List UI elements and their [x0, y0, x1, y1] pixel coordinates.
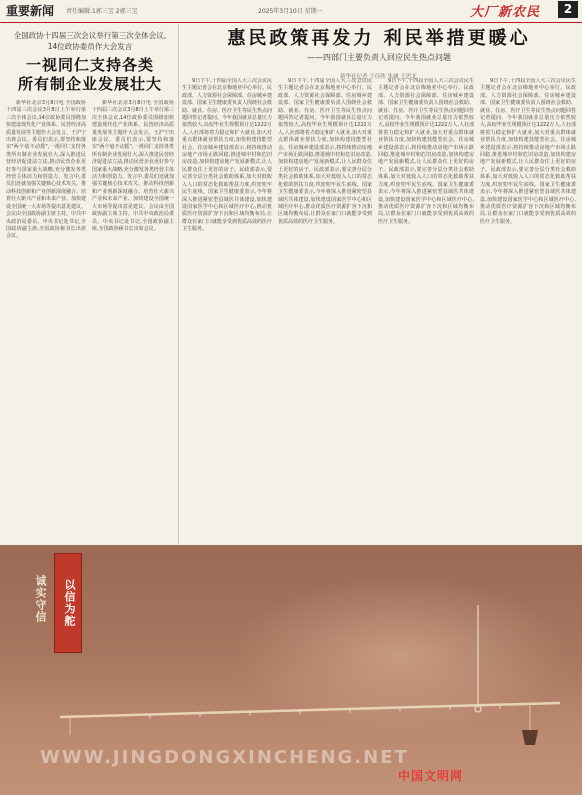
left-article-title-line-1: 一视同仁支持各类 — [25, 56, 154, 74]
right-article-byline: 新华社记者 于佳欣 朱涵 王思北 — [340, 74, 417, 80]
column-divider — [178, 24, 179, 544]
right-article-column-4 — [480, 78, 576, 540]
footer-source-logo: 中国文明网 — [398, 769, 464, 783]
left-article-headline — [6, 30, 174, 94]
right-article-subtitle: ——四部门主要负责人回应民生热点问题 — [307, 53, 451, 62]
right-article-body-cont-1: 9日下午,十四届全国人大三次会议民生主题记者会在北京梅地亚中心举行。民政部、人力资源社会保障部、住房城乡建设部、国家卫生健康委负责人围绕社会救助、就业、住房、医疗卫生等民生热点问题回答记者提问。今年我国就业总量压力依然较大,高校毕业生规模预计达1222万人,人社部将着力稳定和扩大就业,加大对重点群体就业帮扶力度,加快构建技能型社会。住房城乡建设部表示,将持续推动房地产市场止跌回稳,推进城中村和危旧房改造,加快构建房地产发展新模式,让人民群众住上更好的房子。民政部表示,要完善分层分类社会救助体系,加大对低收入人口的常态化救助帮扶力度,织密兜牢民生底线。国家卫生健康委表示,今年将深入推进紧密型县域医共体建设,加快建设国家医学中心和区域医疗中心,推动优质医疗资源扩容下沉和区域均衡布局,让群众在家门口就能享受到优质高效的医疗卫生服务。 — [278, 78, 372, 225]
editor-credits: 责任编辑:1郭三宝 2郭三宝 — [66, 8, 138, 15]
right-article-body-cont-2: 9日下午,十四届全国人大三次会议民生主题记者会在北京梅地亚中心举行。民政部、人力资源社会保障部、住房城乡建设部、国家卫生健康委负责人围绕社会救助、就业、住房、医疗卫生等民生热点问题回答记者提问。今年我国就业总量压力依然较大,高校毕业生规模预计达1222万人,人社部将着力稳定和扩大就业,加大对重点群体就业帮扶力度,加快构建技能型社会。住房城乡建设部表示,将持续推动房地产市场止跌回稳,推进城中村和危旧房改造,加快构建房地产发展新模式,让人民群众住上更好的房子。民政部表示,要完善分层分类社会救助体系,加大对低收入人口的常态化救助帮扶力度,织密兜牢民生底线。国家卫生健康委表示,今年将深入推进紧密型县域医共体建设,加快建设国家医学中心和区域医疗中心,推动优质医疗资源扩容下沉和区域均衡布局,让群众在家门口就能享受到优质高效的医疗卫生服务。 — [378, 78, 474, 225]
right-article-column-1 — [182, 78, 272, 540]
left-article-title-line-2: 所有制企业发展壮大 — [17, 75, 162, 93]
right-article-body-cont-3: 9日下午,十四届全国人大三次会议民生主题记者会在北京梅地亚中心举行。民政部、人力资源社会保障部、住房城乡建设部、国家卫生健康委负责人围绕社会救助、就业、住房、医疗卫生等民生热点问题回答记者提问。今年我国就业总量压力依然较大,高校毕业生规模预计达1222万人,人社部将着力稳定和扩大就业,加大对重点群体就业帮扶力度,加快构建技能型社会。住房城乡建设部表示,将持续推动房地产市场止跌回稳,推进城中村和危旧房改造,加快构建房地产发展新模式,让人民群众住上更好的房子。民政部表示,要完善分层分类社会救助体系,加大对低收入人口的常态化救助帮扶力度,织密兜牢民生底线。国家卫生健康委表示,今年将深入推进紧密型县域医共体建设,加快建设国家医学中心和区域医疗中心,推动优质医疗资源扩容下沉和区域均衡布局,让群众在家门口就能享受到优质高效的医疗卫生服务。 — [480, 78, 576, 225]
section-title: 重要新闻 — [6, 4, 55, 18]
left-article-column-1 — [6, 100, 86, 540]
left-article-body-cont: 新华社北京3月8日电 全国政协十四届三次会议3月8日上午举行第三次全体会议,14位政协委员围绕加快建设现代化产业体系、民营经济高质量发展等主题作大会发言。王沪宁出席会议。委员们表示,要坚持和落实"两个毫不动摇",一视同仁支持各类所有制企业发展壮大,深入推进民营经济促进法立法,推动民营企业更好参与国家重大战略,充分激发各类经营主体活力和创造力。发言中,委员们还就加强关键核心技术攻关、推动科技创新和产业创新深度融合、培育壮大新兴产业和未来产业、加快建设全国统一大市场等提出意见建议。会议由全国政协副主席主持。中共中央政治局委员、中央书记处书记,全国政协副主席,全国政协秘书长出席会议。 — [92, 100, 174, 232]
hook — [475, 706, 481, 712]
page-number: 2 — [558, 1, 578, 18]
site-watermark: WWW.JINGDONGXINCHENG.NET — [40, 747, 409, 768]
page-header — [0, 0, 582, 23]
issue-date: 2025年3月10日 星期一 — [258, 8, 323, 15]
right-article-body: 9日下午,十四届全国人大三次会议民生主题记者会在北京梅地亚中心举行。民政部、人力资源社会保障部、住房城乡建设部、国家卫生健康委负责人围绕社会救助、就业、住房、医疗卫生等民生热点问题回答记者提问。今年我国就业总量压力依然较大,高校毕业生规模预计达1222万人,人社部将着力稳定和扩大就业,加大对重点群体就业帮扶力度,加快构建技能型社会。住房城乡建设部表示,将持续推动房地产市场止跌回稳,推进城中村和危旧房改造,加快构建房地产发展新模式,让人民群众住上更好的房子。民政部表示,要完善分层分类社会救助体系,加大对低收入人口的常态化救助帮扶力度,织密兜牢民生底线。国家卫生健康委表示,今年将深入推进紧密型县域医共体建设,加快建设国家医学中心和区域医疗中心,推动优质医疗资源扩容下沉和区域均衡布局,让群众在家门口就能享受到优质高效的医疗卫生服务。 — [182, 78, 272, 233]
calligraphy-characters: 诚实守信 — [34, 575, 47, 623]
right-article-headline — [180, 26, 578, 80]
left-article-kicker-1: 全国政协十四届三次会议举行第三次全体会议, — [13, 31, 167, 40]
left-article-column-2 — [92, 100, 174, 540]
red-seal-stamp: 以信为舵 — [54, 553, 82, 653]
newspaper-masthead: 大厂新农民 — [470, 5, 541, 20]
left-article-kicker-2: 14位政协委员作大会发言 — [47, 42, 133, 51]
editorial-illustration — [0, 545, 582, 795]
left-article-body: 新华社北京3月8日电 全国政协十四届三次会议3月8日上午举行第三次全体会议,14位政协委员围绕加快建设现代化产业体系、民营经济高质量发展等主题作大会发言。王沪宁出席会议。委员们表示,要坚持和落实"两个毫不动摇",一视同仁支持各类所有制企业发展壮大,深入推进民营经济促进法立法,推动民营企业更好参与国家重大战略,充分激发各类经营主体活力和创造力。发言中,委员们还就加强关键核心技术攻关、推动科技创新和产业创新深度融合、培育壮大新兴产业和未来产业、加快建设全国统一大市场等提出意见建议。会议由全国政协副主席主持。中共中央政治局委员、中央书记处书记,全国政协副主席,全国政协秘书长出席会议。 — [6, 100, 86, 240]
right-article-column-2 — [278, 78, 372, 540]
right-article-title: 惠民政策再发力 利民举措更暖心 — [227, 28, 531, 49]
balance-beam — [60, 703, 560, 717]
counterweight — [522, 730, 538, 745]
right-article-column-3 — [378, 78, 474, 540]
